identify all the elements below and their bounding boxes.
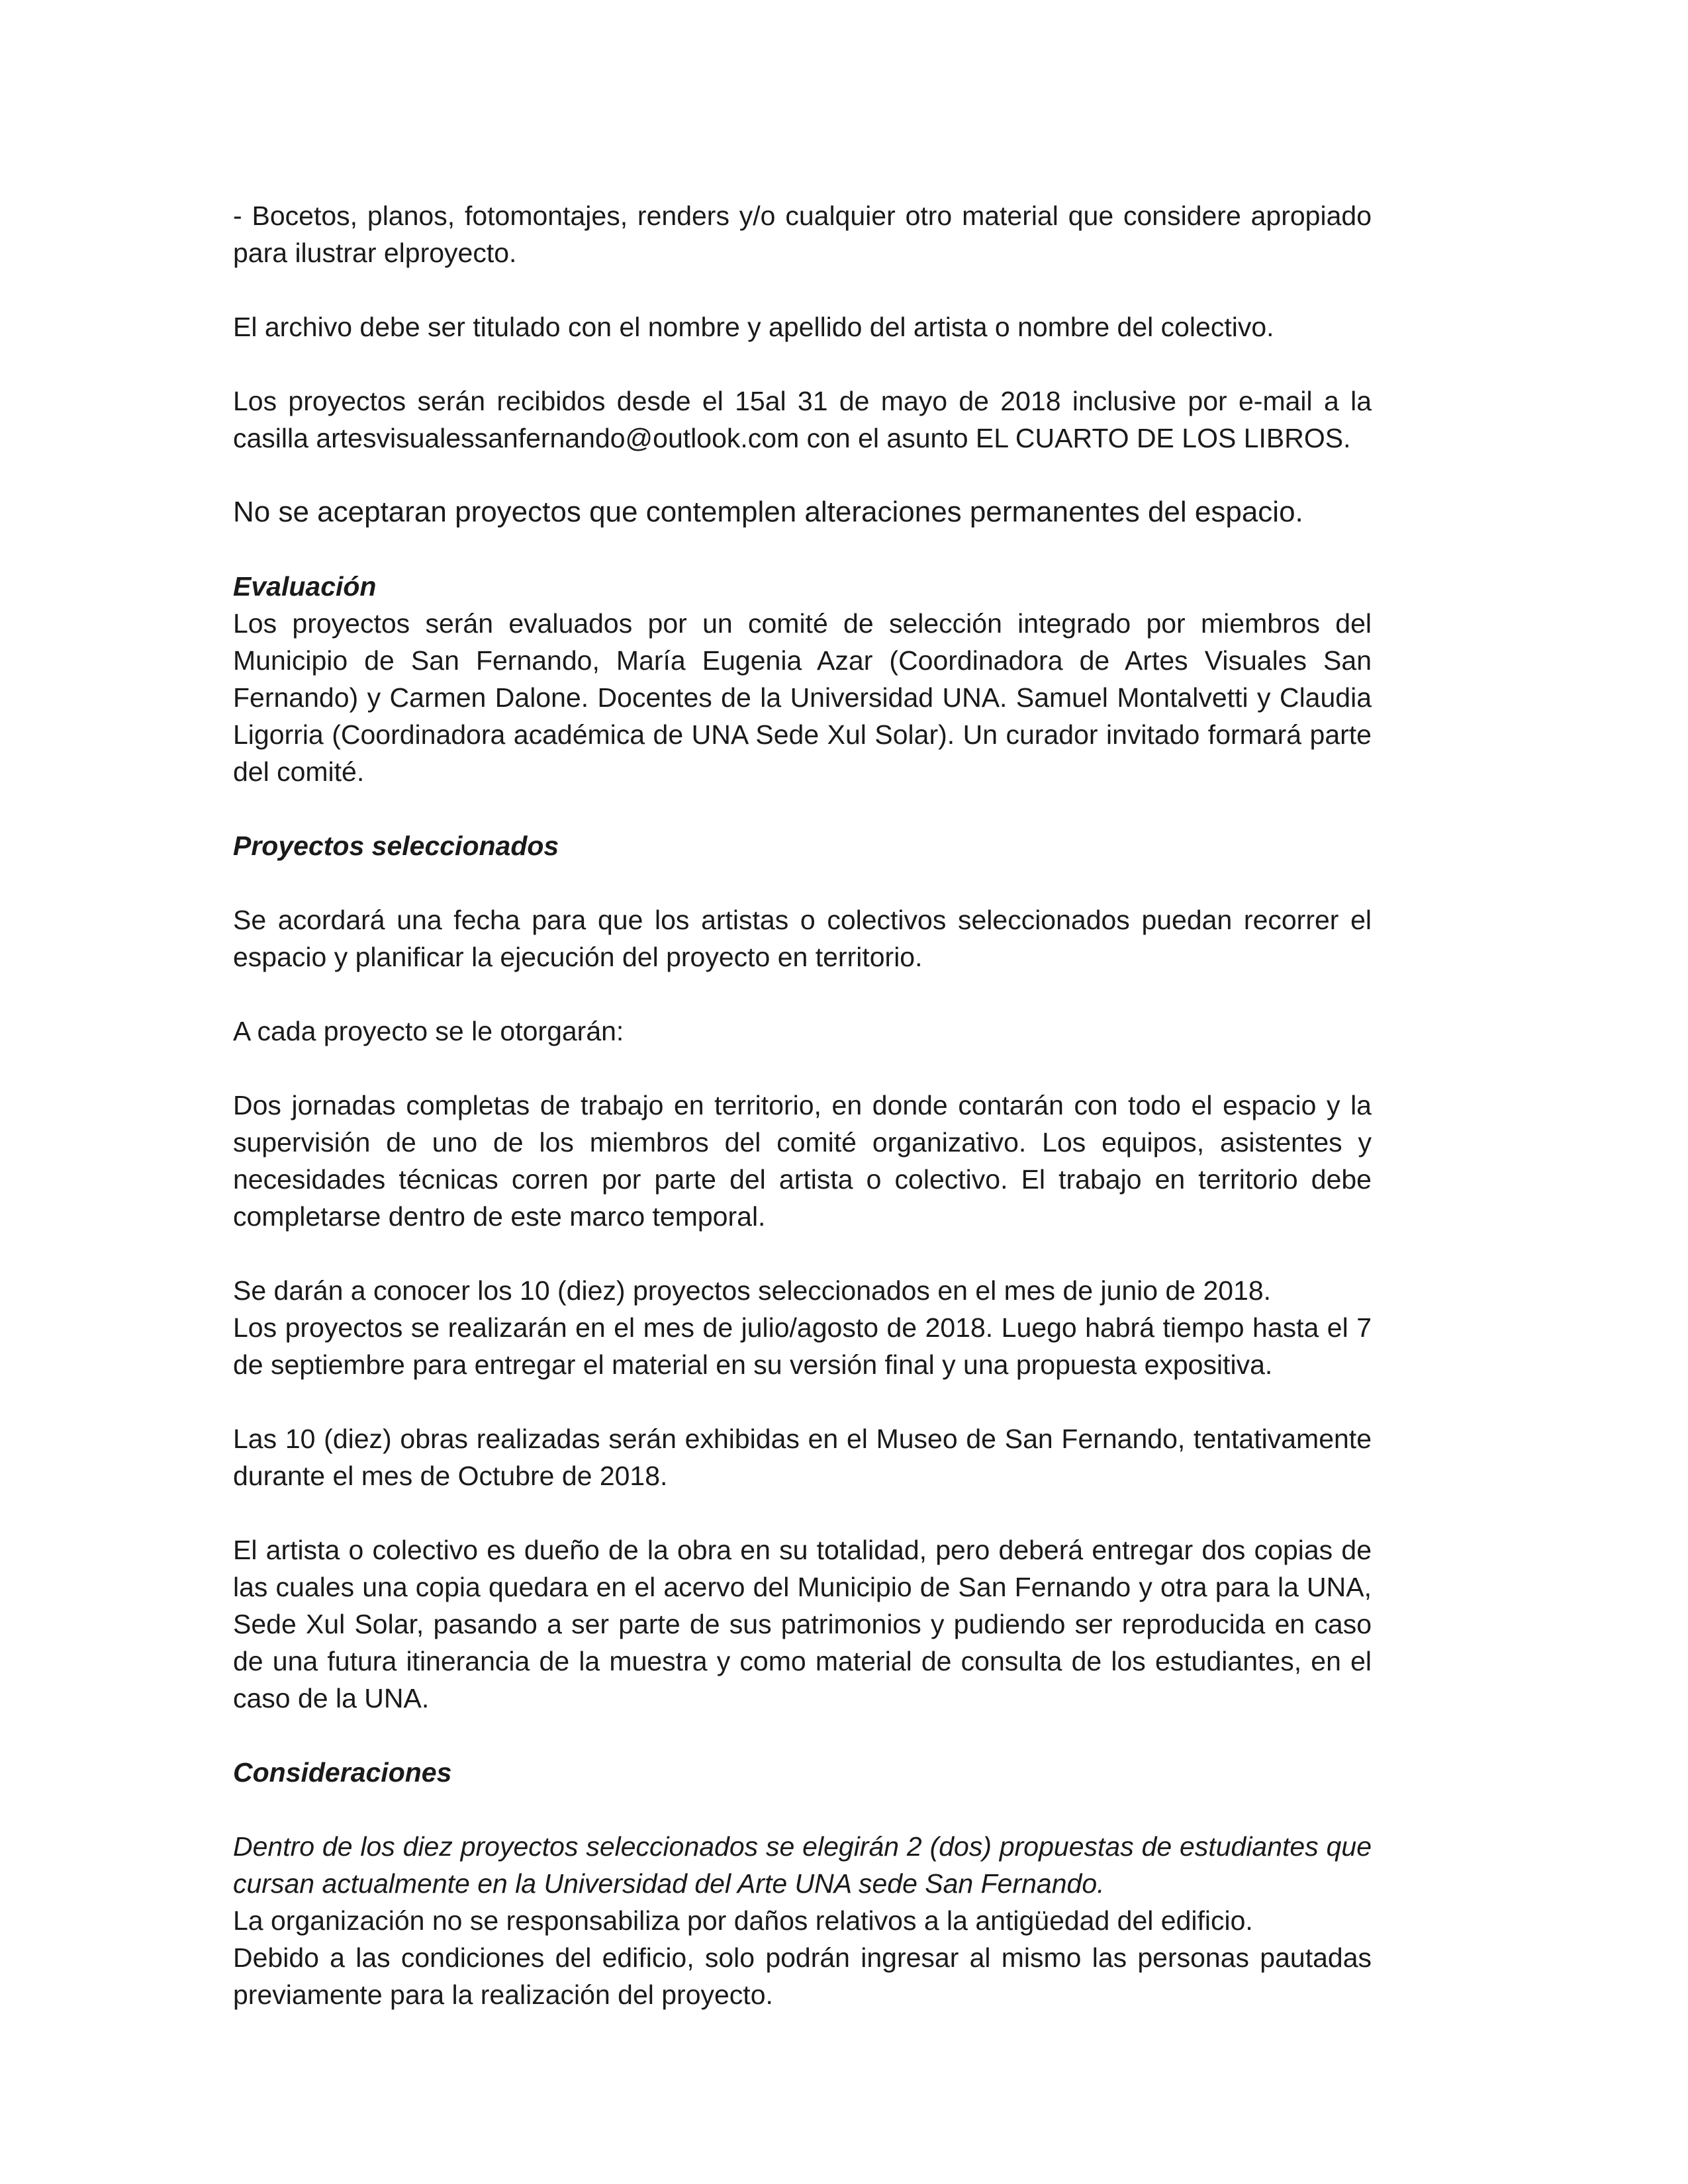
liability-paragraph: La organización no se responsabiliza por daños relativos a la antigüedad del edificio. bbox=[233, 1905, 1253, 1936]
students-paragraph: Dentro de los diez proyectos seleccionados se elegirán 2 (dos) propuestas de estudiantes que cursan actualmente en la Universidad del Arte UNA sede San Fernando. bbox=[233, 1831, 1372, 1899]
selected-projects-heading: Proyectos seleccionados bbox=[233, 831, 559, 861]
no-alterations-paragraph: No se aceptaran proyectos que contemplen alteraciones permanentes del espacio. bbox=[233, 496, 1303, 528]
considerations-heading: Consideraciones bbox=[233, 1757, 452, 1788]
realization-paragraph: Los proyectos se realizarán en el mes de julio/agosto de 2018. Luego habrá tiempo hasta el 7 de septiembre para entregar el material en su versión final y una propuesta expositiva. bbox=[233, 1312, 1372, 1380]
access-paragraph: Debido a las condiciones del edificio, solo podrán ingresar al mismo las personas pautadas previamente para la realización del proyecto. bbox=[233, 1942, 1372, 2010]
announce-paragraph: Se darán a conocer los 10 (diez) proyectos seleccionados en el mes de junio de 2018. bbox=[233, 1275, 1272, 1306]
granted-paragraph: A cada proyecto se le otorgarán: bbox=[233, 1016, 624, 1046]
document-page bbox=[233, 197, 1372, 2013]
evaluation-paragraph: Los proyectos serán evaluados por un comité de selección integrado por miembros del Municipio de San Fernando, María Eugenia Azar (Coordinadora de Artes Visuales San Fernando) y Carmen Dalone. Docentes de la Universidad UNA. Samuel Montalvetti y Claudia Ligorria (Coordinadora académica de UNA Sede Xul Solar). Un curador invitado formará parte del comité. bbox=[233, 608, 1372, 787]
filename-paragraph: El archivo debe ser titulado con el nombre y apellido del artista o nombre del colectivo. bbox=[233, 312, 1274, 342]
date-paragraph: Se acordará una fecha para que los artistas o colectivos seleccionados puedan recorrer el espacio y planificar la ejecución del proyecto en territorio. bbox=[233, 905, 1372, 972]
workdays-paragraph: Dos jornadas completas de trabajo en territorio, en donde contarán con todo el espacio y la supervisión de uno de los miembros del comité organizativo. Los equipos, asistentes y necesidades técnicas corren por parte del artista o colectivo. El trabajo en territorio debe completarse dentro de este marco temporal. bbox=[233, 1090, 1372, 1232]
materials-paragraph: - Bocetos, planos, fotomontajes, renders y/o cualquier otro material que considere apropiado para ilustrar elproyecto. bbox=[233, 201, 1372, 268]
ownership-paragraph: El artista o colectivo es dueño de la obra en su totalidad, pero deberá entregar dos copias de las cuales una copia quedara en el acervo del Municipio de San Fernando y otra para la UNA, Sede Xul Solar, pasando a ser parte de sus patrimonios y pudiendo ser reproducida en caso de una futura itinerancia de la muestra y como material de consulta de los estudiantes, en el caso de la UNA. bbox=[233, 1535, 1372, 1713]
reception-paragraph: Los proyectos serán recibidos desde el 15al 31 de mayo de 2018 inclusive por e-mail a la casilla artesvisualessanfernando@outlook.com con el asunto EL CUARTO DE LOS LIBROS. bbox=[233, 386, 1372, 453]
exhibit-paragraph: Las 10 (diez) obras realizadas serán exhibidas en el Museo de San Fernando, tentativamente durante el mes de Octubre de 2018. bbox=[233, 1424, 1372, 1491]
evaluation-heading: Evaluación bbox=[233, 571, 377, 602]
